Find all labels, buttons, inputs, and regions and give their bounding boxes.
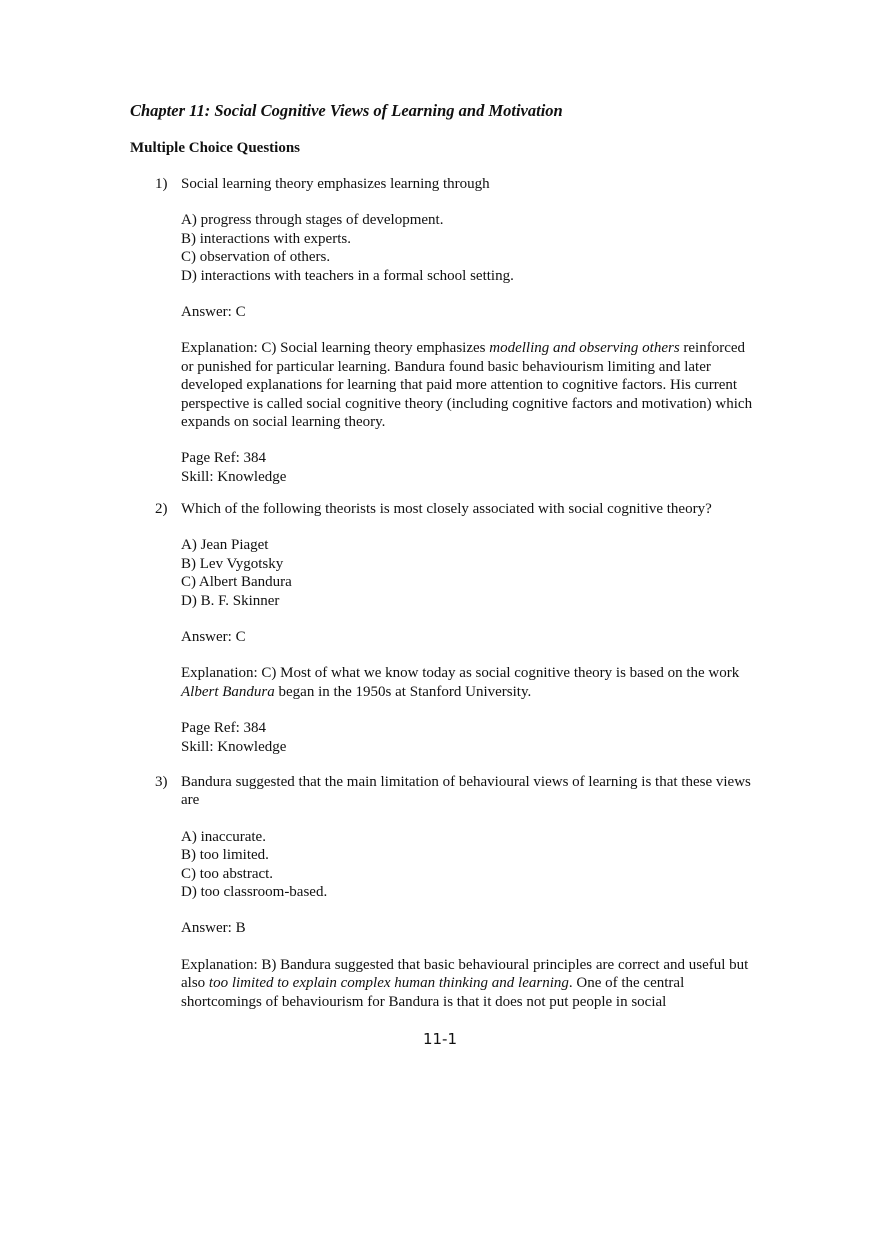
option-d: D) interactions with teachers in a formal school setting. (181, 267, 514, 284)
explanation-text: Explanation: B) Bandura suggested that basic behavioural principles are correct and useful but also (181, 956, 749, 992)
explanation-emphasis: too limited to explain complex human thinking and learning (208, 975, 569, 992)
option-a: A) Jean Piaget (181, 537, 269, 554)
chapter-title: Chapter 11: Social Cognitive Views of Learning and Motivation (130, 101, 563, 120)
answer-options (181, 828, 756, 902)
option-a: A) progress through stages of development. (181, 212, 444, 229)
explanation (181, 339, 756, 431)
question-stem: Bandura suggested that the main limitation of behavioural views of learning is that these views are (181, 774, 751, 809)
explanation (181, 664, 756, 701)
option-a: A) inaccurate. (181, 828, 266, 845)
section-title: Multiple Choice Questions (130, 140, 301, 156)
answer-options (181, 536, 756, 610)
question-number: 1) (155, 176, 168, 192)
question-2 (155, 500, 755, 756)
option-c: C) observation of others. (181, 249, 331, 266)
page-ref: Page Ref: 384 (181, 720, 266, 737)
explanation-text-rest: reinforced or punished for particular learning. Bandura found basic behaviourism limiting and later developed explanations for learning that paid more attention to cognitive factors. His current perspective is called social cognitive theory (including cognitive factors and motivation) which expands on social learning theory. (181, 340, 753, 431)
option-d: D) B. F. Skinner (181, 592, 280, 609)
question-meta (181, 449, 756, 486)
answer: Answer: C (181, 304, 246, 321)
option-d: D) too classroom-based. (181, 884, 328, 901)
option-c: C) Albert Bandura (181, 574, 292, 591)
explanation-text: Explanation: C) Social learning theory emphasizes (181, 340, 490, 357)
question-number: 3) (155, 774, 168, 790)
page-ref: Page Ref: 384 (181, 450, 266, 467)
explanation-emphasis: Albert Bandura (181, 683, 275, 700)
question-meta (181, 719, 756, 756)
explanation-text-rest: . One of the central shortcomings of behaviourism for Bandura is that it does not put people in social (181, 975, 685, 1010)
option-b: B) Lev Vygotsky (181, 555, 284, 572)
question-3 (155, 773, 755, 1011)
explanation-emphasis: modelling and observing others (489, 340, 680, 357)
option-b: B) interactions with experts. (181, 230, 351, 247)
skill: Skill: Knowledge (181, 468, 287, 485)
explanation-text-rest: began in the 1950s at Stanford University. (274, 683, 532, 700)
option-c: C) too abstract. (181, 865, 274, 882)
answer-options (181, 211, 756, 285)
question-number: 2) (155, 501, 168, 517)
question-stem: Social learning theory emphasizes learning through (181, 176, 490, 192)
question-stem: Which of the following theorists is most closely associated with social cognitive theory? (181, 501, 712, 517)
answer: Answer: C (181, 629, 246, 646)
explanation (181, 956, 756, 1011)
page-number: 11-1 (422, 1030, 458, 1048)
answer: Answer: B (181, 920, 246, 937)
explanation-text: Explanation: C) Most of what we know today as social cognitive theory is based on the work (181, 665, 740, 682)
option-b: B) too limited. (181, 847, 269, 864)
question-1 (155, 175, 755, 486)
skill: Skill: Knowledge (181, 738, 287, 755)
